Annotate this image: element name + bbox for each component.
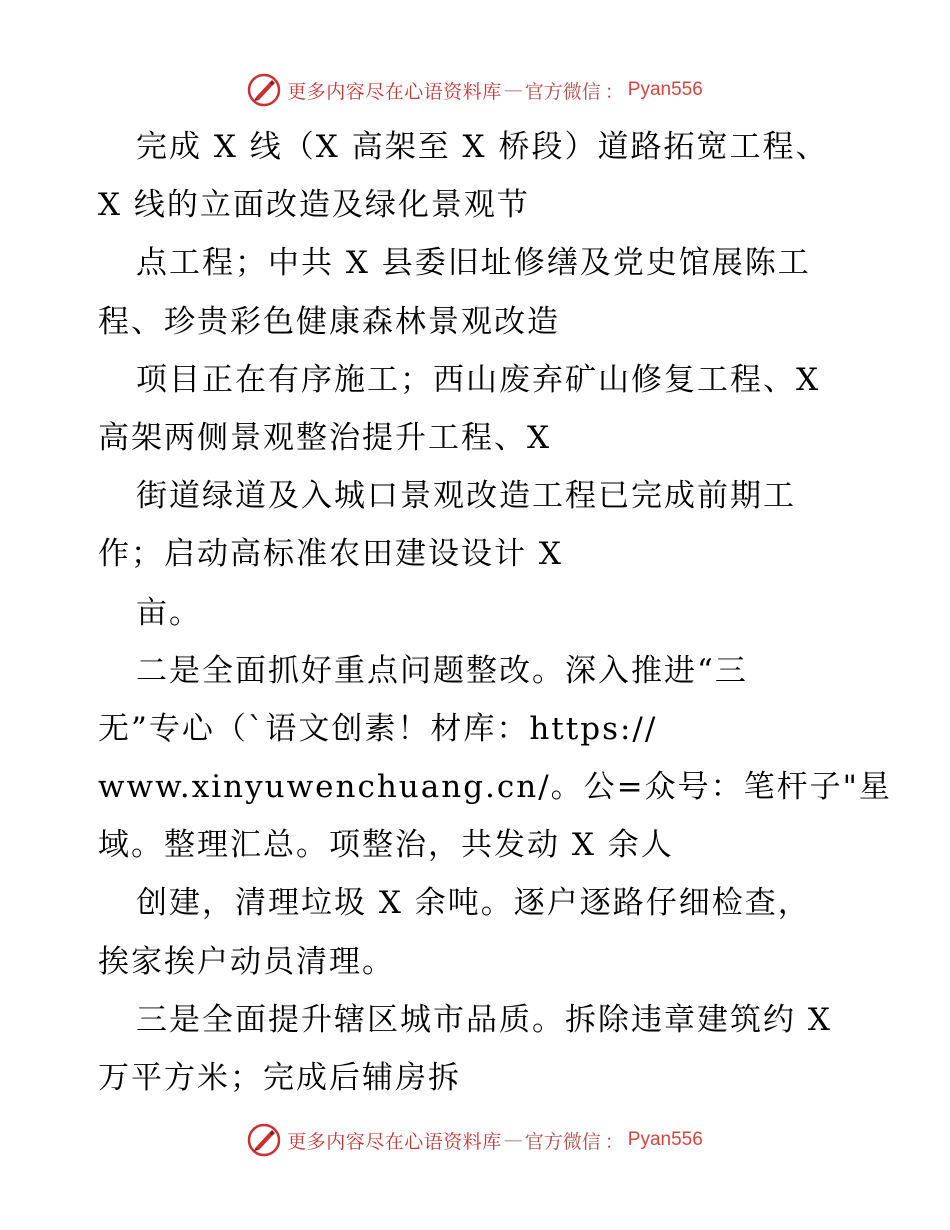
body-line: 完成 X 线（X 高架至 X 桥段）道路拓宽工程、 [136,129,829,165]
watermark-colon: ： [604,80,624,103]
body-line: 二是全面抓好重点问题整改。深入推进“三 [136,652,748,689]
body-line: 三是全面提升辖区城市品质。拆除违章建筑约 X [136,1001,832,1038]
pen-logo-icon [247,1123,281,1157]
body-line: 点工程；中共 X 县委旧址修缮及党史馆展陈工 [136,245,811,282]
body-line: 创建，清理垃圾 X 余吨。逐户逐路仔细检查， [136,885,811,922]
watermark-colon: ： [604,1130,624,1153]
footer-watermark [0,1120,950,1160]
watermark-wechat-id: Pyan556 [627,79,703,100]
header-watermark [0,70,950,110]
watermark-wechat-label: 官方微信 [524,1130,601,1153]
body-line: 域。整理汇总。项整治，共发动 X 余人 [98,827,674,864]
body-line: www.xinyuwenchuang.cn/。公=众号：笔杆子"星 [98,769,892,806]
body-line: 高架两侧景观整治提升工程、X [98,419,552,456]
body-line: 街道绿道及入城口景观改造工程已完成前期工 [136,478,796,515]
watermark-separator: — [503,1129,523,1151]
body-line: 程、珍贵彩色健康森林景观改造 [98,303,560,340]
body-line: 作；启动高标准农田建设设计 X [98,536,563,573]
body-line: 项目正在有序施工；西山废弃矿山修复工程、X [136,361,821,398]
watermark-text: 更多内容尽在心语资料库 [287,80,502,103]
pen-logo-icon [247,73,281,107]
body-line: 无”专心（`语文创素！材库：https:// [98,710,658,747]
watermark-wechat-id: Pyan556 [627,1129,703,1150]
body-line: 挨家挨户动员清理。 [98,943,395,980]
document-body [98,118,898,1107]
watermark-separator: — [503,79,523,101]
body-line: 亩。 [136,594,202,631]
watermark-text: 更多内容尽在心语资料库 [287,1130,502,1153]
body-line: X 线的立面改造及绿化景观节 [98,187,530,224]
watermark-wechat-label: 官方微信 [524,80,601,103]
body-line: 万平方米；完成后辅房拆 [98,1060,461,1096]
